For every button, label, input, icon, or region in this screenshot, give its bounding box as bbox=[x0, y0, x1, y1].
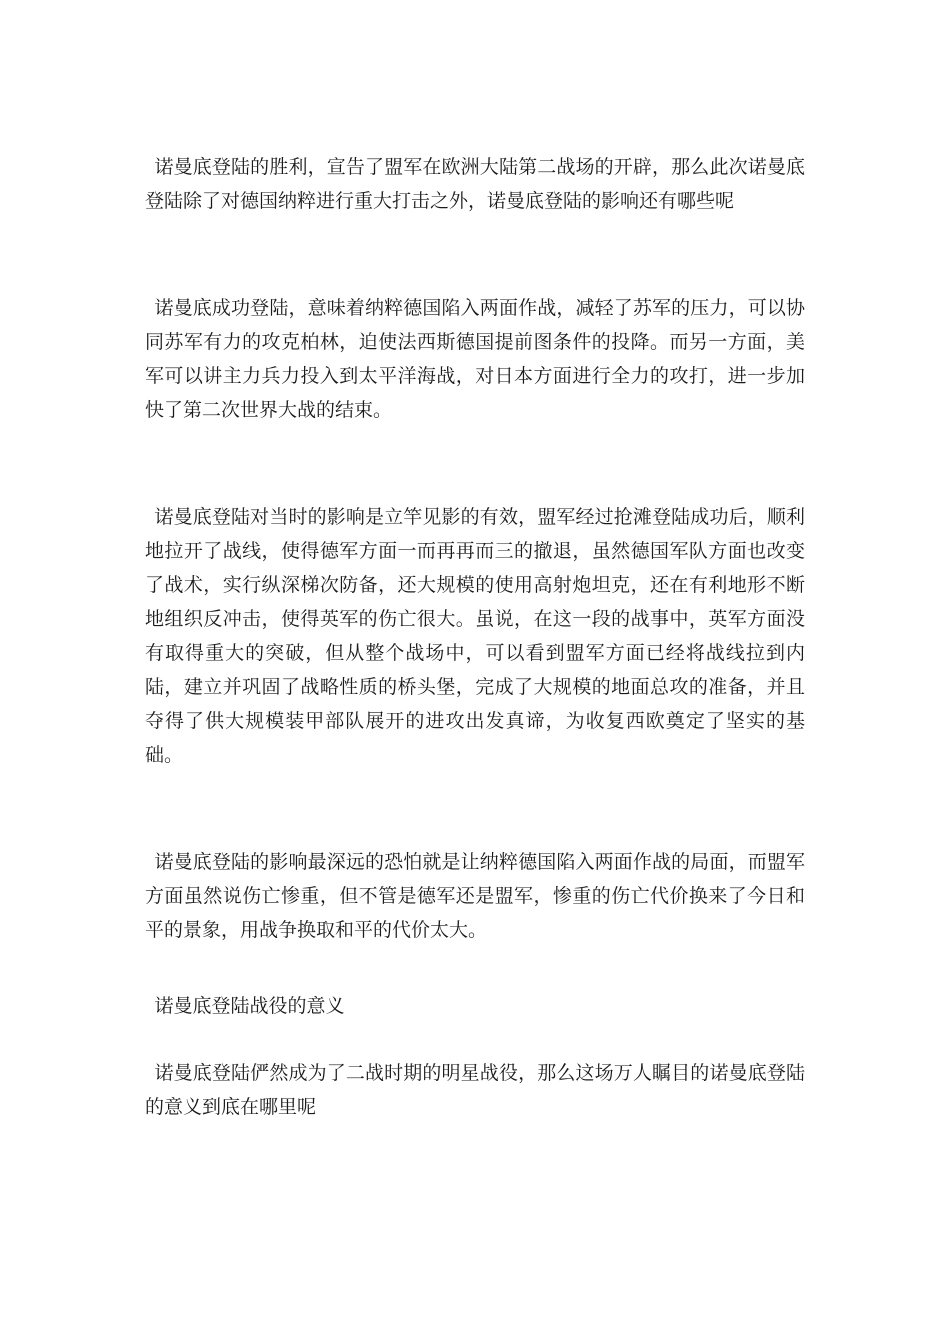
section-heading: 诺曼底登陆战役的意义 bbox=[154, 995, 345, 1017]
paragraph-spacer bbox=[145, 1023, 805, 1056]
paragraph-significance: 诺曼底登陆俨然成为了二战时期的明星战役，那么这场万人瞩目的诺曼底登陆的意义到底在哪里呢 bbox=[145, 1062, 805, 1118]
paragraph-immediate-impact: 诺曼底登陆对当时的影响是立竿见影的有效，盟军经过抢滩登陆成功后，顺利地拉开了战线，使得德军方面一而再再而三的撤退，虽然德国军队方面也改变了战术，实行纵深梯次防备，还大规模的使用高射炮坦克，还在有利地形不断地组织反冲击，使得英军的伤亡很大。虽说，在这一段的战事中，英军方面没有取得重大的突破，但从整个战场中，可以看到盟军方面已经将战线拉到内陆，建立并巩固了战略性质的桥头堡，完成了大规模的地面总攻的准备，并且夺得了供大规模装甲部队展开的进攻出发真谛，为收复西欧奠定了坚实的基础。 bbox=[145, 506, 805, 766]
paragraph-spacer bbox=[145, 772, 805, 845]
paragraph-intro: 诺曼底登陆的胜利，宣告了盟军在欧洲大陆第二战场的开辟，那么此次诺曼底登陆除了对德国纳粹进行重大打击之外，诺曼底登陆的影响还有哪些呢 bbox=[145, 156, 805, 212]
paragraph-success: 诺曼底成功登陆，意味着纳粹德国陷入两面作战，减轻了苏军的压力，可以协同苏军有力的攻克柏林，迫使法西斯德国提前图条件的投降。而另一方面，美军可以讲主力兵力投入到太平洋海战，对日本方面进行全力的攻打，进一步加快了第二次世界大战的结束。 bbox=[145, 297, 805, 421]
paragraph-spacer bbox=[145, 427, 805, 500]
paragraph-spacer bbox=[145, 947, 805, 989]
document-body bbox=[145, 150, 805, 1124]
paragraph-spacer bbox=[145, 218, 805, 291]
paragraph-profound-impact: 诺曼底登陆的影响最深远的恐怕就是让纳粹德国陷入两面作战的局面，而盟军方面虽然说伤亡惨重，但不管是德军还是盟军，惨重的伤亡代价换来了今日和平的景象，用战争换取和平的代价太大。 bbox=[145, 851, 805, 941]
